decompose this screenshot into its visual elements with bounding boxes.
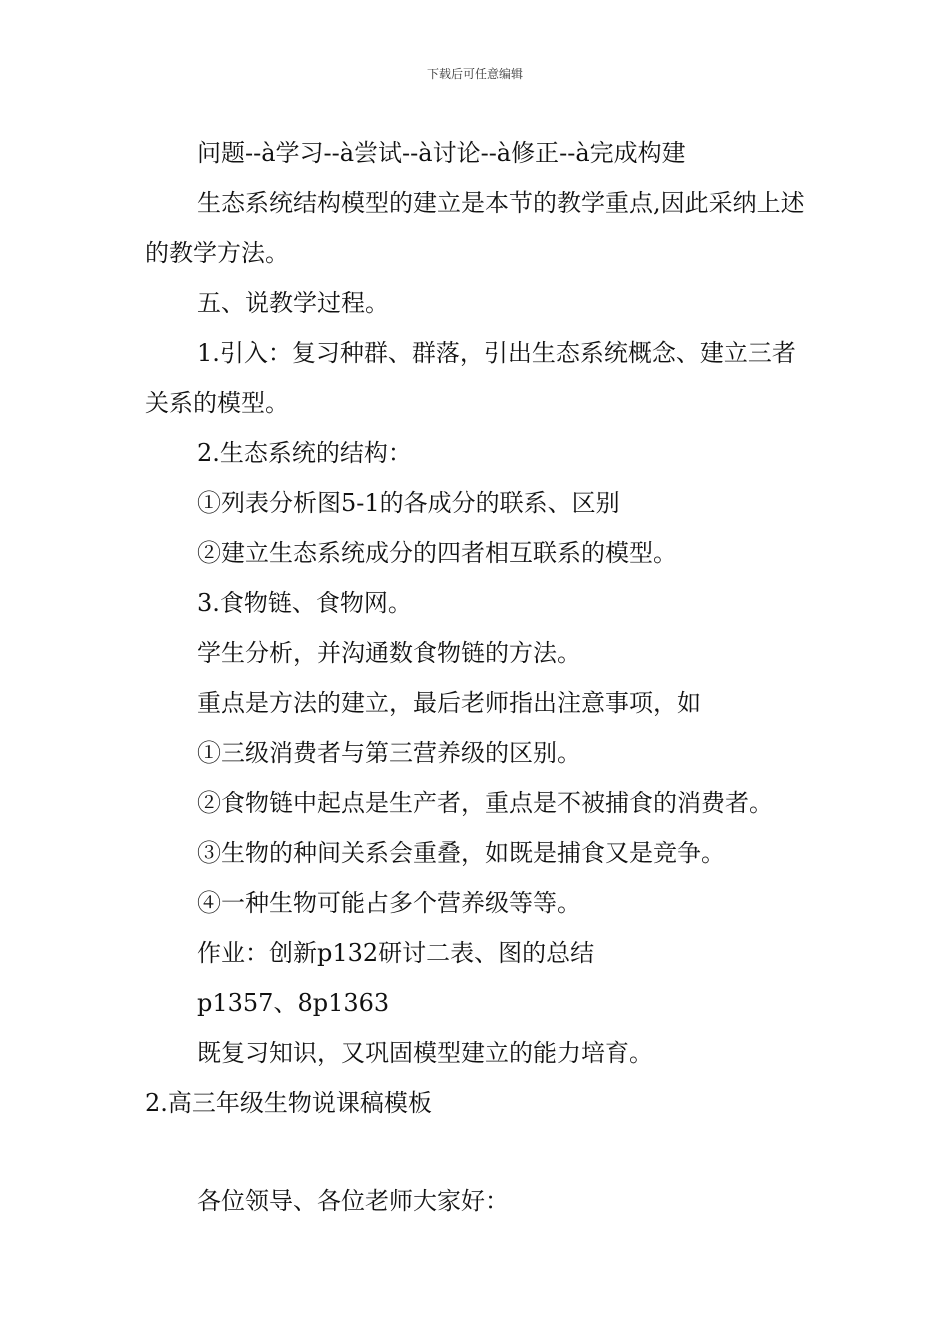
document-body xyxy=(145,128,810,1226)
section-heading-process: 五、说教学过程。 xyxy=(197,289,389,317)
list-item-chain-start: ②食物链中起点是生产者，重点是不被捕食的消费者。 xyxy=(197,789,773,817)
paragraph-key-point: 生态系统结构模型的建立是本节的教学重点,因此采纳上述的教学方法。 xyxy=(145,189,805,267)
list-item-consumer-level: ①三级消费者与第三营养级的区别。 xyxy=(197,739,581,767)
paragraph-method-flow: 问题--à学习--à尝试--à讨论--à修正--à完成构建 xyxy=(197,139,686,167)
list-item-analysis: ①列表分析图5-1的各成分的联系、区别 xyxy=(197,489,620,517)
section-title-template: 2.高三年级生物说课稿模板 xyxy=(145,1089,432,1117)
paragraph-greeting: 各位领导、各位老师大家好： xyxy=(197,1187,509,1215)
blank-line xyxy=(145,1128,810,1176)
list-item-model: ②建立生态系统成分的四者相互联系的模型。 xyxy=(197,539,677,567)
paragraph-student-analysis: 学生分析，并沟通数食物链的方法。 xyxy=(197,639,581,667)
paragraph-food-chain-heading: 3.食物链、食物网。 xyxy=(197,589,412,617)
list-item-species-relation: ③生物的种间关系会重叠，如既是捕食又是竞争。 xyxy=(197,839,725,867)
paragraph-structure-heading: 2.生态系统的结构： xyxy=(197,439,412,467)
paragraph-method-note: 重点是方法的建立，最后老师指出注意事项，如 xyxy=(197,689,701,717)
paragraph-summary: 既复习知识，又巩固模型建立的能力培育。 xyxy=(197,1039,653,1067)
paragraph-homework-pages: p1357、8p1363 xyxy=(197,989,390,1017)
paragraph-introduction: 1.引入：复习种群、群落，引出生态系统概念、建立三者关系的模型。 xyxy=(145,339,796,417)
paragraph-homework: 作业：创新p132研讨二表、图的总结 xyxy=(197,939,595,967)
page-header-note: 下载后可任意编辑 xyxy=(426,67,523,81)
list-item-multiple-levels: ④一种生物可能占多个营养级等等。 xyxy=(197,889,581,917)
